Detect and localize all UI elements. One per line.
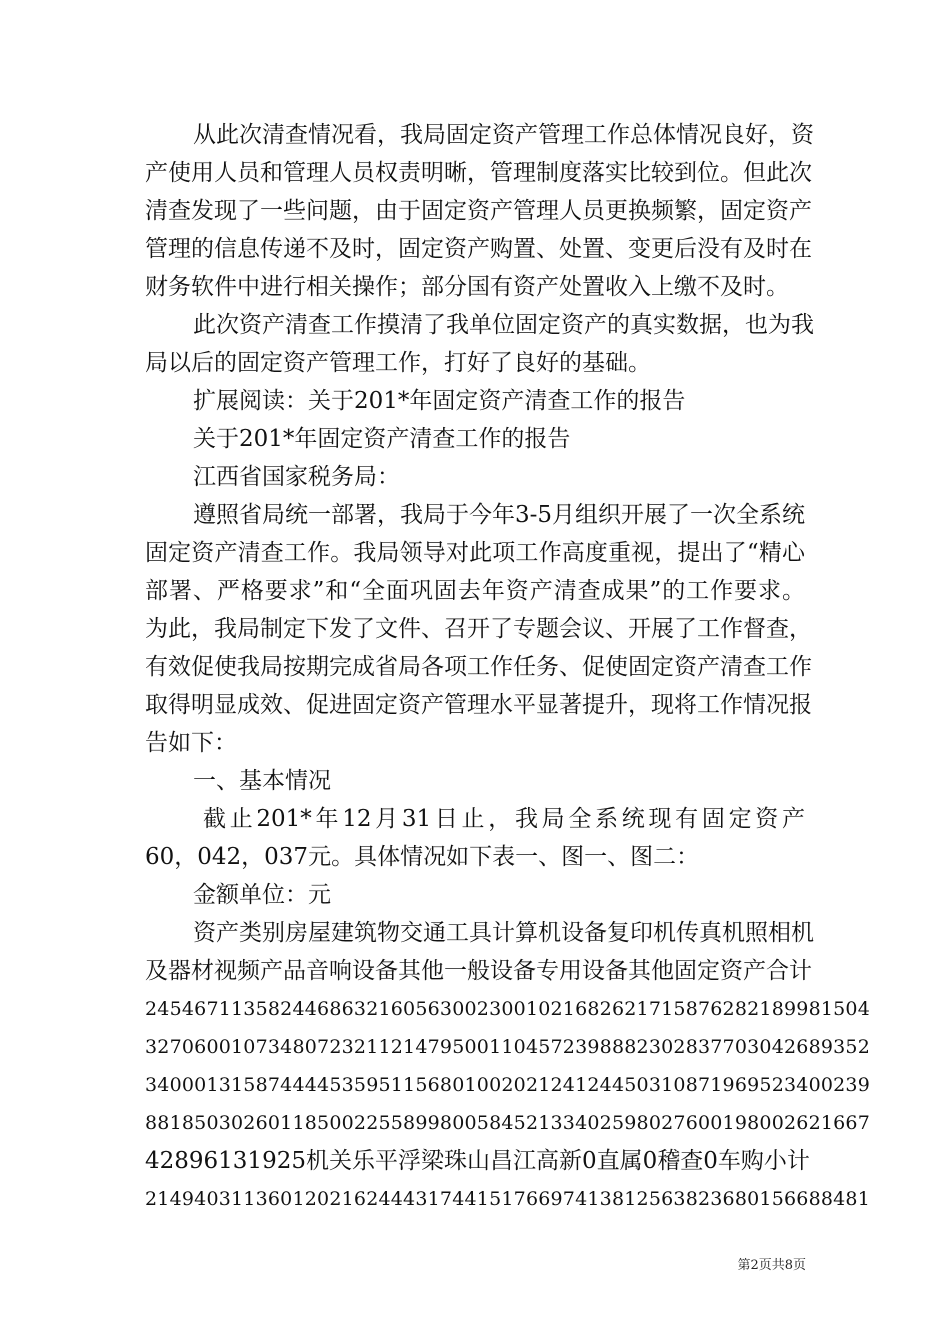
paragraph-line: 固定资产清查工作。我局领导对此项工作高度重视，提出了“精心	[145, 540, 805, 566]
page-number: 第2页共8页	[737, 1258, 806, 1273]
paragraph-line: 部署、严格要求”和“全面巩固去年资产清查成果”的工作要求。	[145, 578, 805, 604]
paragraph-line: 有效促使我局按期完成省局各项工作任务、促使固定资产清查工作	[145, 654, 812, 680]
table-data-line: 8818503026011850022558998005845213340259802760019800262166​7	[145, 1112, 871, 1134]
paragraph-line: 60，042，037元。具体情况如下表一、图一、图二：	[145, 844, 700, 870]
paragraph-line: 从此次清查情况看，我局固定资产管理工作总体情况良好，资	[193, 122, 814, 148]
paragraph-line: 局以后的固定资产管理工作，打好了良好的基础。	[145, 350, 651, 376]
table-data-line: 2149403113601202162444317441517669741381256382368015668848​1	[145, 1188, 871, 1210]
table-header-line: 及器材视频产品音响设备其他一般设备专用设备其他固定资产合计	[145, 958, 812, 984]
table-data-line: 3400013158744445359511568010020212412445031087196952340023​9	[145, 1074, 871, 1096]
extended-reading-heading: 扩展阅读：关于201*年固定资产清查工作的报告	[193, 388, 686, 414]
paragraph-line: 取得明显成效、促进固定资产管理水平显著提升，现将工作情况报	[145, 692, 812, 718]
table-data-line: 2454671135824468632160563002300102168262171587628218998150​4	[145, 998, 871, 1020]
addressee: 江西省国家税务局：	[193, 464, 400, 490]
paragraph-line: 截止201*年12月31日止，我局全系统现有固定资产	[203, 806, 805, 832]
paragraph-line: 产使用人员和管理人员权责明晰，管理制度落实比较到位。但此次	[145, 160, 812, 186]
section-heading: 一、基本情况	[193, 768, 331, 794]
table-data-line: 3270600107348072321121479500110457239888230283770304268935​2	[145, 1036, 871, 1058]
table-data-line: 42896131925机关乐平浮梁珠山昌江高新0直属0稽查0车购小计	[145, 1148, 810, 1174]
paragraph-line: 此次资产清查工作摸清了我单位固定资产的真实数据，也为我	[193, 312, 814, 338]
paragraph-line: 告如下：	[145, 730, 237, 756]
paragraph-line: 遵照省局统一部署，我局于今年3-5月组织开展了一次全系统	[193, 502, 806, 528]
paragraph-line: 财务软件中进行相关操作；部分国有资产处置收入上缴不及时。	[145, 274, 789, 300]
unit-label: 金额单位：元	[193, 882, 331, 908]
report-title: 关于201*年固定资产清查工作的报告	[193, 426, 571, 452]
paragraph-line: 为此，我局制定下发了文件、召开了专题会议、开展了工作督查，	[145, 616, 812, 642]
paragraph-line: 清查发现了一些问题，由于固定资产管理人员更换频繁，固定资产	[145, 198, 812, 224]
table-header-line: 资产类别房屋建筑物交通工具计算机设备复印机传真机照相机	[193, 920, 814, 946]
paragraph-line: 管理的信息传递不及时，固定资产购置、处置、变更后没有及时在	[145, 236, 812, 262]
document-page	[145, 116, 871, 1218]
